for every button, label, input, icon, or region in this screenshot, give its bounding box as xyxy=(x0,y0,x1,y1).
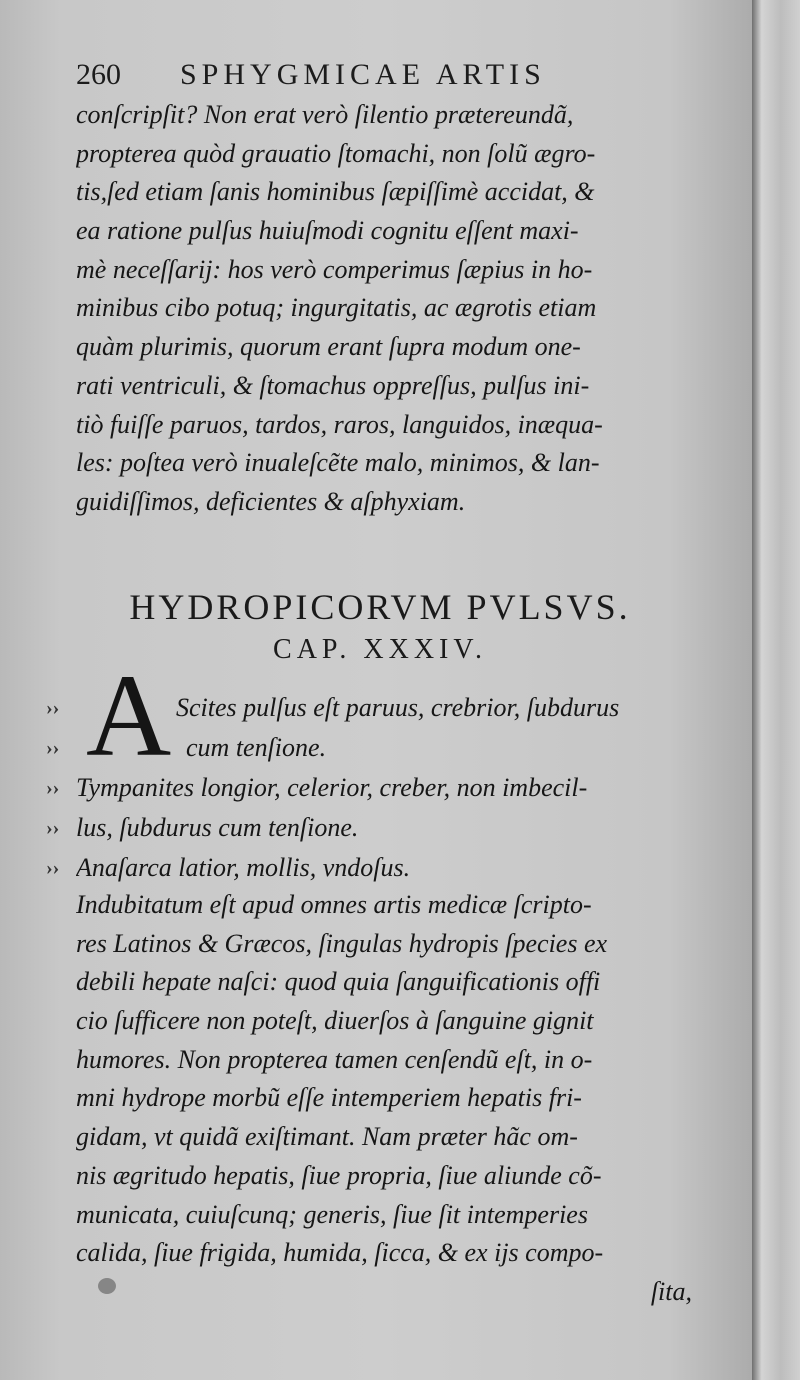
text-line: cio ſufficere non poteſt, diuerſos à ſanguine gignit xyxy=(76,1006,594,1036)
text-line: cum tenſione. xyxy=(186,733,327,762)
margin-mark: ›› xyxy=(46,777,60,799)
text-line: quàm plurimis, quorum erant ſupra modum one- xyxy=(76,332,581,362)
list-entries xyxy=(76,768,702,888)
text-line: tis,ſed etiam ſanis hominibus ſæpiſſimè accidat, & xyxy=(76,177,595,207)
text-line: nis ægritudo hepatis, ſiue propria, ſiue aliunde cõ- xyxy=(76,1160,602,1190)
paragraph-2 xyxy=(76,886,702,1312)
margin-mark: ›› xyxy=(46,697,60,719)
drop-capital: A xyxy=(86,650,172,781)
page-number: 260 xyxy=(76,58,121,91)
text-line: mè neceſſarij: hos verò comperimus ſæpius in ho- xyxy=(76,254,593,284)
margin-mark: ›› xyxy=(46,817,60,839)
text-line: rati ventriculi, & ſtomachus oppreſſus, pulſus ini- xyxy=(76,370,590,400)
text-line: municata, cuiuſcunq; generis, ſiue ſit intemperies xyxy=(76,1199,588,1229)
text-line: debili hepate naſci: quod quia ſanguificationis offi xyxy=(76,967,601,997)
text-line: guidiſſimos, deficientes & aſphyxiam. xyxy=(76,486,466,516)
text-line: gidam, vt quidã exiſtimant. Nam præter hãc om- xyxy=(76,1122,578,1152)
text-line: Anaſarca latior, mollis, vndoſus. xyxy=(76,853,411,882)
text-line: Tympanites longior, celerior, creber, non imbecil- xyxy=(76,773,588,802)
ink-smudge xyxy=(98,1278,116,1294)
text-line: calida, ſiue frigida, humida, ſicca, & ex ijs compo- xyxy=(76,1238,604,1268)
text-line: minibus cibo potuq; ingurgitatis, ac ægrotis etiam xyxy=(76,293,597,323)
running-header xyxy=(76,56,676,100)
list-entry-ascites xyxy=(176,688,702,768)
text-line: propterea quòd grauatio ſtomachi, non ſolũ ægro- xyxy=(76,138,596,168)
text-line: lus, ſubdurus cum tenſione. xyxy=(76,813,359,842)
book-spine xyxy=(752,0,800,1380)
text-line: Indubitatum eſt apud omnes artis medicæ ſcripto- xyxy=(76,890,592,919)
text-line: res Latinos & Græcos, ſingulas hydropis ſpecies ex xyxy=(76,928,608,958)
text-line: Scites pulſus eſt paruus, crebrior, ſubdurus xyxy=(176,693,620,722)
chapter-number: CAP. XXXIV. xyxy=(273,634,487,665)
margin-quote-marks xyxy=(46,688,74,888)
margin-mark: ›› xyxy=(46,857,60,879)
section-title: HYDROPICORVM PVLSVS. xyxy=(129,587,631,627)
text-line: tiò fuiſſe paruos, tardos, raros, languidos, inæqua- xyxy=(76,409,603,439)
running-title: SPHYGMICAE ARTIS xyxy=(180,58,546,91)
catchword: ſita, xyxy=(650,1276,692,1306)
text-line: conſcripſit? Non erat verò ſilentio prætereundã, xyxy=(76,100,574,129)
text-line: humores. Non propterea tamen cenſendũ eſt, in o- xyxy=(76,1044,593,1074)
text-line: les: poſtea verò inualeſcẽte malo, minimos, & lan- xyxy=(76,448,600,478)
paragraph-1 xyxy=(76,96,702,522)
margin-mark: ›› xyxy=(46,737,60,759)
text-line: ea ratione pulſus huiuſmodi cognitu eſſent maxi- xyxy=(76,216,579,246)
text-line: mni hydrope morbũ eſſe intemperiem hepatis fri- xyxy=(76,1083,582,1113)
